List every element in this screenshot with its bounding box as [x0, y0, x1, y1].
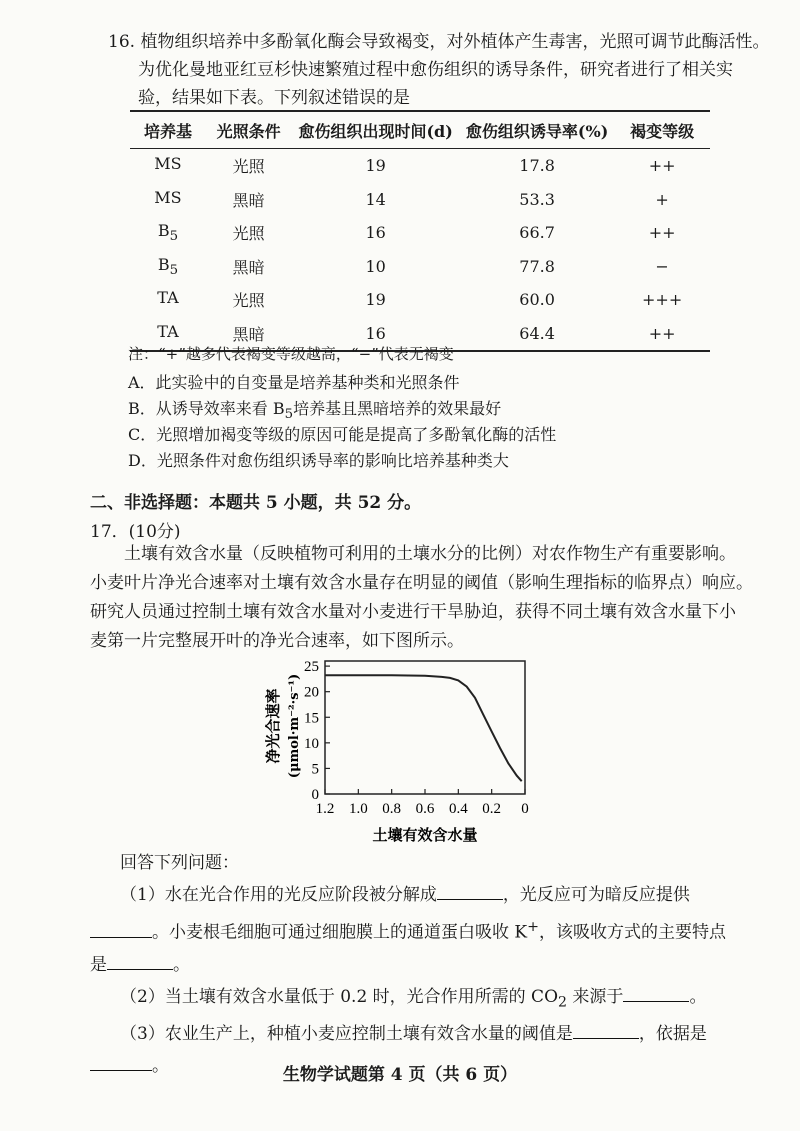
cell-light: 黑暗 [232, 324, 265, 344]
stem-line: 麦第一片完整展开叶的净光合速率，如下图所示。 [90, 631, 464, 651]
answer-blank[interactable] [573, 1024, 639, 1039]
q3-line-1: （3）农业生产上，种植小麦应控制土壤有效含水量的阈值是 ，依据是 [120, 1024, 707, 1045]
cell-medium: MS [154, 154, 182, 174]
photosynthesis-chart [240, 650, 540, 850]
cell-days: 16 [365, 323, 386, 343]
header-medium: 培养基 [143, 121, 192, 141]
y-axis-ticks [304, 659, 330, 803]
stem-line: 小麦叶片净光合速率对土壤有效含水量存在明显的阈值（影响生理指标的临界点）响应。 [90, 573, 753, 593]
cell-light: 光照 [232, 157, 265, 177]
answer-blank[interactable] [437, 885, 503, 900]
cell-medium: TA [157, 321, 179, 341]
option-a: A．此实验中的自变量是培养基种类和光照条件 [128, 373, 460, 392]
cell-days: 19 [365, 290, 386, 310]
table-row [130, 183, 710, 217]
header-light: 光照条件 [216, 121, 281, 141]
cell-rate: 60.0 [519, 290, 555, 310]
cell-medium: TA [157, 288, 179, 308]
section-heading: 二、非选择题：本题共 5 小题，共 52 分。 [90, 493, 422, 513]
cell-medium: MS [154, 187, 182, 207]
table-header-row [130, 111, 710, 149]
cell-rate: 64.4 [519, 323, 555, 343]
y-tick-label: 25 [304, 659, 319, 676]
table-note: 注：“+”越多代表褐变等级越高，“−”代表无褐变 [128, 345, 454, 363]
table-row [130, 250, 710, 284]
cell-medium: $B_5$ [157, 254, 179, 278]
y-tick-label: 15 [304, 710, 319, 727]
header-days: 愈伤组织出现时间(d) [298, 121, 453, 141]
page-footer: 生物学试题第 4 页（共 6 页） [282, 1065, 518, 1085]
question-16-line-3: 验，结果如下表。下列叙述错误的是 [138, 88, 410, 108]
header-rate: 愈伤组织诱导率(%) [465, 121, 609, 141]
cell-days: 10 [365, 256, 386, 276]
q1-line-1: （1）水在光合作用的光反应阶段被分解成 ，光反应可为暗反应提供 [120, 885, 690, 905]
cell-light: 光照 [232, 291, 265, 311]
y-tick-label: 5 [311, 761, 319, 778]
cell-rate: 17.8 [519, 156, 555, 176]
q1-line-3: 是 。 [90, 954, 190, 975]
x-axis-label: 土壤有效含水量 [372, 826, 478, 844]
question-17-stem [90, 540, 753, 656]
x-tick-label: 0.6 [415, 801, 435, 817]
option-d: D．光照条件对愈伤组织诱导率的影响比培养基种类大 [128, 451, 509, 470]
answer-blank[interactable] [107, 955, 173, 970]
y-axis-unit: (μmol·m⁻²·s⁻¹) [287, 673, 302, 779]
cell-grade: ++ [648, 223, 676, 243]
data-series-line [325, 675, 522, 781]
cell-light: 光照 [232, 224, 265, 244]
answer-blank[interactable] [623, 987, 689, 1002]
x-tick-label: 1.0 [348, 801, 368, 817]
y-tick-label: 10 [304, 735, 319, 752]
cell-grade: + [655, 189, 669, 209]
table-row [130, 216, 710, 250]
cell-rate: 53.3 [519, 189, 555, 209]
cell-rate: 77.8 [519, 256, 555, 276]
question-16 [108, 28, 770, 112]
cell-grade: ++ [648, 323, 676, 343]
question-number: 16. [108, 32, 136, 52]
option-b: B．从诱导效率来看 $B_5$培养基且黑暗培养的效果最好 [128, 399, 502, 423]
plot-frame [325, 661, 525, 794]
x-tick-label: 0.4 [448, 801, 468, 817]
cell-days: 16 [365, 223, 386, 243]
option-c: C．光照增加褐变等级的原因可能是提高了多酚氧化酶的活性 [128, 425, 557, 444]
y-axis-label: 净光合速率 [264, 688, 282, 764]
q1-line-2: 。小麦根毛细胞可通过细胞膜上的通道蛋白吸收 K+，该吸收方式的主要特点 [90, 911, 730, 949]
x-tick-label: 0.2 [482, 801, 502, 817]
answer-section [90, 847, 730, 1082]
cell-days: 14 [365, 189, 386, 209]
answer-blank[interactable] [90, 923, 152, 938]
x-tick-label: 1.2 [315, 801, 335, 817]
x-axis-ticks [316, 789, 529, 817]
question-17-header: 17．(10分) [90, 522, 181, 542]
results-table [130, 110, 710, 352]
header-grade: 褐变等级 [630, 121, 695, 141]
x-tick-label: 0.8 [382, 801, 402, 817]
question-16-text: 植物组织培养中多酚氧化酶会导致褐变，对外植体产生毒害，光照可调节此酶活性。 [140, 32, 770, 52]
cell-grade: +++ [642, 290, 683, 310]
stem-line: 研究人员通过控制土壤有效含水量对小麦进行干旱胁迫，获得不同土壤有效含水量下小 [90, 602, 736, 622]
cell-grade: ++ [648, 156, 676, 176]
q2-line: （2）当土壤有效含水量低于 0.2 时，光合作用所需的 $CO_2$ 来源于 。 [120, 986, 707, 1011]
cell-light: 黑暗 [232, 190, 265, 210]
answer-intro: 回答下列问题： [120, 853, 239, 873]
cell-light: 黑暗 [232, 257, 265, 277]
y-tick-label: 20 [304, 684, 319, 701]
cell-grade: − [655, 256, 669, 276]
x-tick-label: 0 [521, 801, 529, 817]
question-16-line-1 [108, 28, 770, 56]
stem-line: 土壤有效含水量（反映植物可利用的土壤水分的比例）对农作物生产有重要影响。 [124, 544, 736, 564]
table-row [130, 283, 710, 317]
cell-medium: $B_5$ [157, 221, 179, 245]
table-row [130, 149, 710, 183]
question-16-line-2: 为优化曼地亚红豆杉快速繁殖过程中愈伤组织的诱导条件，研究者进行了相关实 [138, 60, 733, 80]
y-tick-label: 0 [311, 787, 319, 803]
cell-rate: 66.7 [519, 223, 555, 243]
q3-line-2: 。 [90, 1050, 730, 1082]
cell-days: 19 [365, 156, 386, 176]
